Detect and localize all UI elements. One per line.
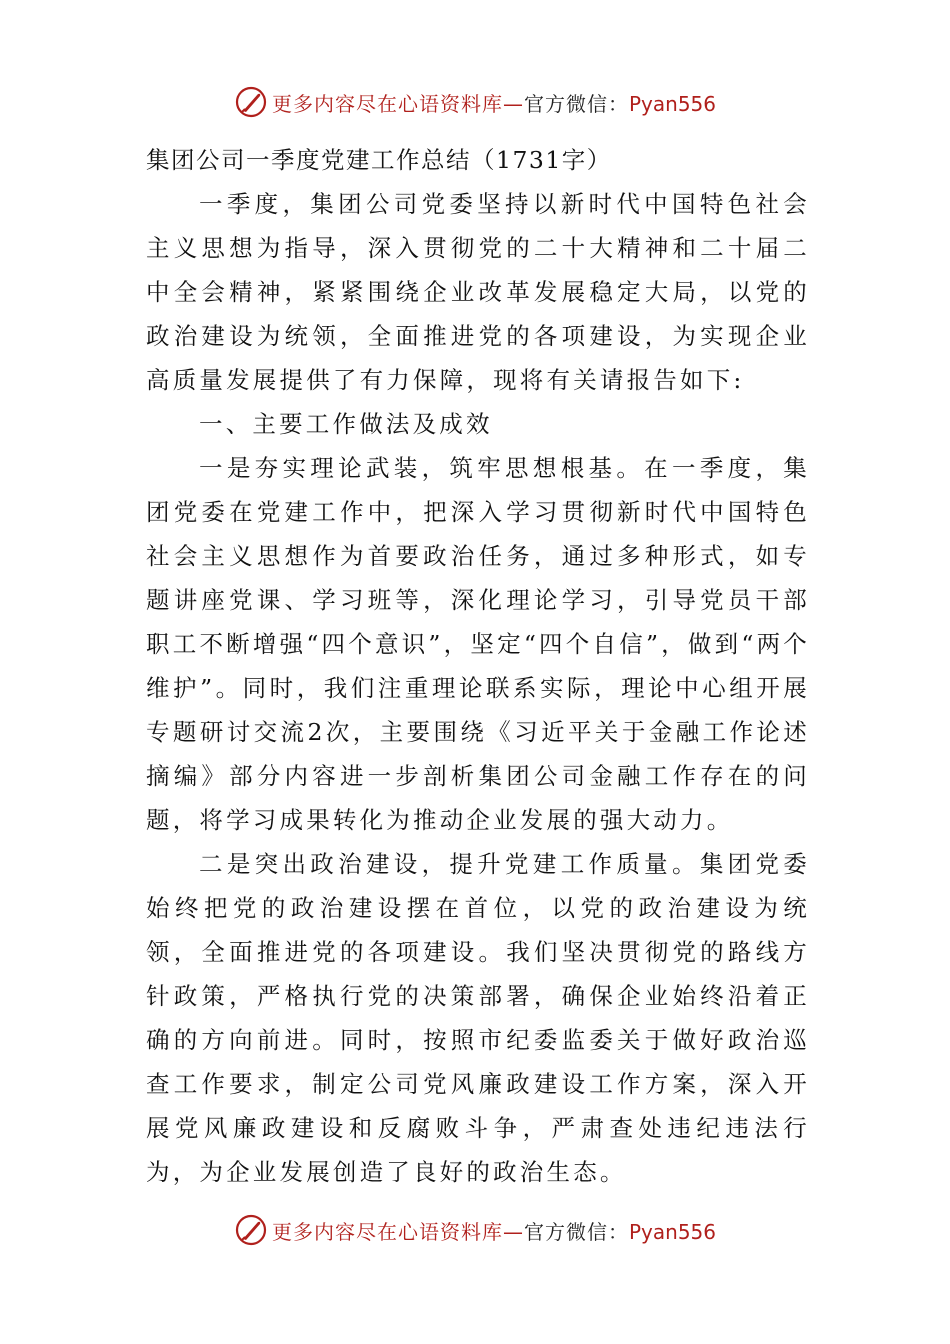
watermark-separator: — [502, 91, 524, 116]
watermark-text [272, 1216, 716, 1245]
document-title: 集团公司一季度党建工作总结（1731字） [146, 146, 612, 174]
watermark-suffix: 官方微信： [523, 1219, 629, 1244]
watermark-separator: — [502, 1219, 524, 1244]
section-heading: 一、主要工作做法及成效 [199, 410, 493, 438]
watermark-text [272, 88, 716, 117]
paragraph-political: 二是突出政治建设，提升党建工作质量。集团党委始终把党的政治建设摆在首位，以党的政治建设为统领，全面推进党的各项建设。我们坚决贯彻党的路线方针政策，严格执行党的决策部署，确保企业始终沿着正确的方向前进。同时，按照市纪委监委关于做好政治巡查工作要求，制定公司党风廉政建设工作方案，深入开展党风廉政建设和反腐败斗争，严肃查处违纪违法行为，为企业发展创造了良好的政治生态。 [146, 850, 810, 1186]
paragraph-theory: 一是夯实理论武装，筑牢思想根基。在一季度，集团党委在党建工作中，把深入学习贯彻新时代中国特色社会主义思想作为首要政治任务，通过多种形式，如专题讲座党课、学习班等，深化理论学习，引导党员干部职工不断增强“四个意识”，坚定“四个自信”，做到“两个维护”。同时，我们注重理论联系实际，理论中心组开展专题研讨交流2次，主要围绕《习近平关于金融工作论述摘编》部分内容进一步剖析集团公司金融工作存在的问题，将学习成果转化为推动企业发展的强大动力。 [146, 454, 810, 834]
watermark-account: Pyan556 [628, 1219, 716, 1244]
watermark-prefix: 更多内容尽在心语资料库 [271, 1219, 503, 1244]
watermark-suffix: 官方微信： [523, 91, 629, 116]
watermark-prefix: 更多内容尽在心语资料库 [271, 91, 503, 116]
quill-logo-icon [234, 1213, 268, 1247]
watermark-account: Pyan556 [628, 91, 716, 116]
watermark-banner-bottom [0, 1210, 950, 1250]
watermark-banner-top [0, 82, 950, 122]
intro-paragraph: 一季度，集团公司党委坚持以新时代中国特色社会主义思想为指导，深入贯彻党的二十大精神和二十届二中全会精神，紧紧围绕企业改革发展稳定大局，以党的政治建设为统领，全面推进党的各项建设，为实现企业高质量发展提供了有力保障，现将有关请报告如下: [146, 190, 810, 394]
document-body [146, 138, 810, 1194]
quill-logo-icon [234, 85, 268, 119]
